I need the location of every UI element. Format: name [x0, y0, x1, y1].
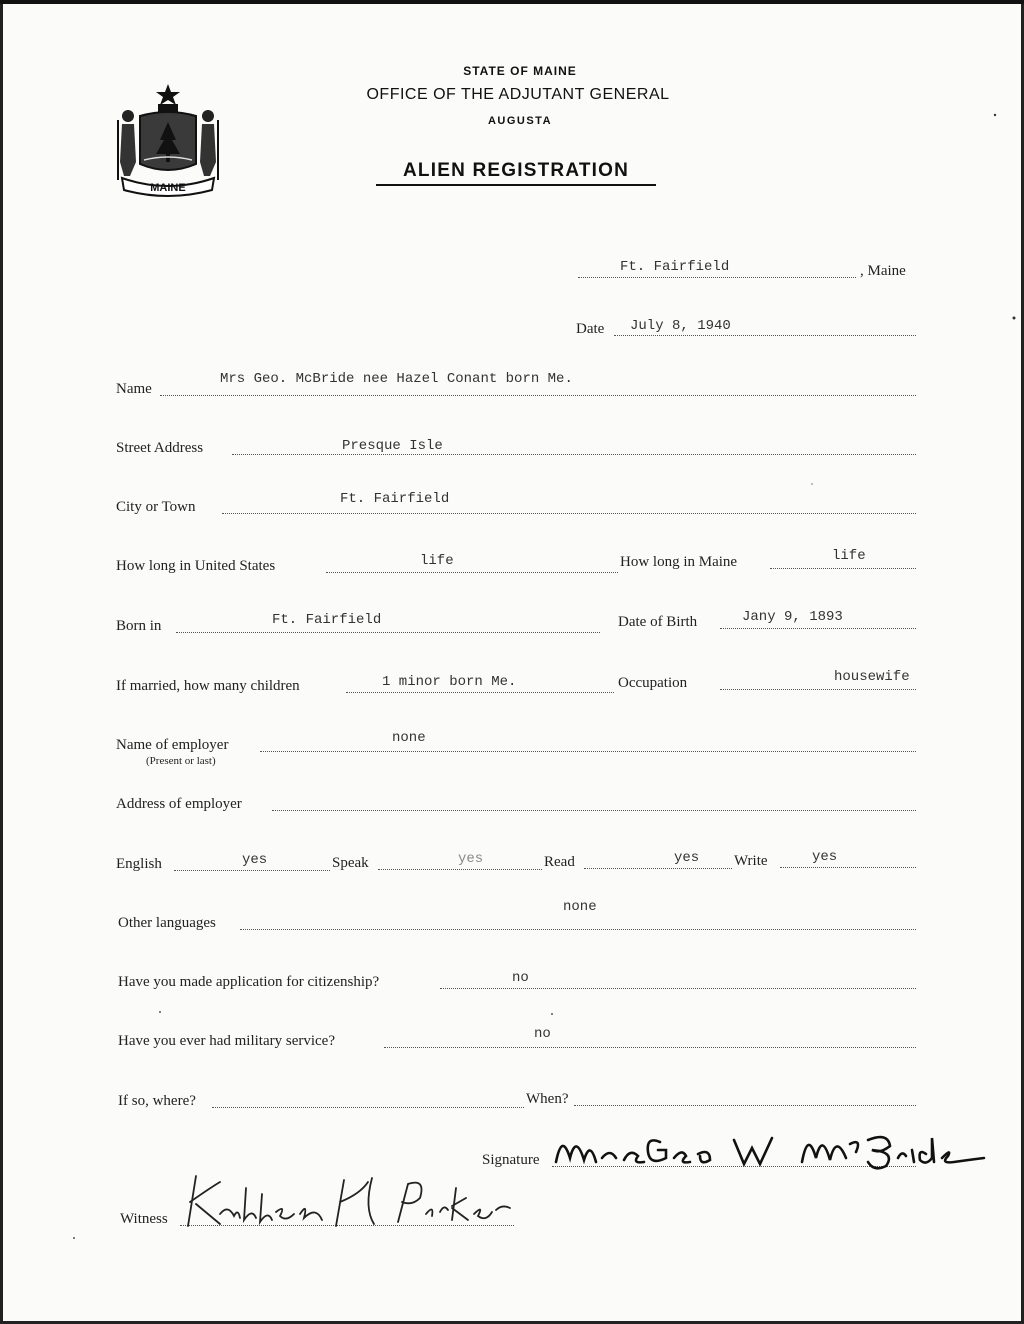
when-label: When?: [526, 1091, 569, 1107]
where-label: If so, where?: [118, 1093, 196, 1109]
state-heading: STATE OF MAINE: [463, 64, 577, 78]
read-label: Read: [544, 854, 575, 870]
english-label: English: [116, 856, 162, 872]
occupation-label: Occupation: [618, 675, 688, 691]
city-heading: AUGUSTA: [487, 115, 553, 127]
employer-name-label: Name of employer: [116, 737, 229, 753]
office-heading: OFFICE OF THE ADJUTANT GENERAL: [366, 86, 670, 103]
citizenship-value[interactable]: no: [512, 970, 529, 986]
born-in-label: Born in: [116, 618, 162, 634]
employer-name-value[interactable]: none: [392, 730, 426, 746]
children-value[interactable]: 1 minor born Me.: [382, 674, 517, 690]
date-of-birth-value[interactable]: Jany 9, 1893: [742, 609, 843, 625]
city-or-town-value[interactable]: Ft. Fairfield: [340, 491, 450, 507]
signature-label: Signature: [482, 1152, 540, 1168]
street-address-value[interactable]: Presque Isle: [342, 438, 443, 454]
how-long-maine-label: How long in Maine: [620, 554, 738, 570]
employer-address-label: Address of employer: [116, 796, 242, 812]
employer-name-sublabel: (Present or last): [146, 755, 216, 767]
witness-label: Witness: [120, 1211, 168, 1227]
name-label: Name: [116, 381, 152, 397]
city-or-town-label: City or Town: [116, 499, 196, 515]
read-value[interactable]: yes: [674, 850, 700, 866]
citizenship-label: Have you made application for citizenship?: [118, 974, 380, 990]
street-address-label: Street Address: [116, 440, 204, 456]
write-value[interactable]: yes: [812, 849, 838, 865]
occupation-value[interactable]: housewife: [834, 669, 910, 685]
date-label: Date: [576, 321, 605, 337]
write-label: Write: [734, 853, 768, 869]
date-of-birth-label: Date of Birth: [618, 614, 698, 630]
date-value[interactable]: July 8, 1940: [630, 318, 731, 334]
location-value[interactable]: Ft. Fairfield: [620, 259, 730, 275]
children-label: If married, how many children: [116, 678, 300, 694]
seal-ribbon-text: MAINE: [150, 182, 186, 194]
born-in-value[interactable]: Ft. Fairfield: [272, 612, 382, 628]
english-value[interactable]: yes: [242, 852, 268, 868]
form-title: ALIEN REGISTRATION: [376, 160, 656, 186]
other-languages-label: Other languages: [118, 915, 216, 931]
military-value[interactable]: no: [534, 1026, 551, 1042]
speak-label: Speak: [332, 855, 369, 871]
how-long-us-label: How long in United States: [116, 558, 276, 574]
how-long-maine-value[interactable]: life: [832, 548, 866, 564]
military-label: Have you ever had military service?: [118, 1033, 335, 1049]
other-languages-value[interactable]: none: [563, 899, 597, 915]
name-value[interactable]: Mrs Geo. McBride nee Hazel Conant born Me.: [220, 371, 573, 387]
speak-value[interactable]: yes: [458, 851, 484, 867]
how-long-us-value[interactable]: life: [420, 553, 454, 569]
location-suffix: , Maine: [860, 263, 906, 279]
